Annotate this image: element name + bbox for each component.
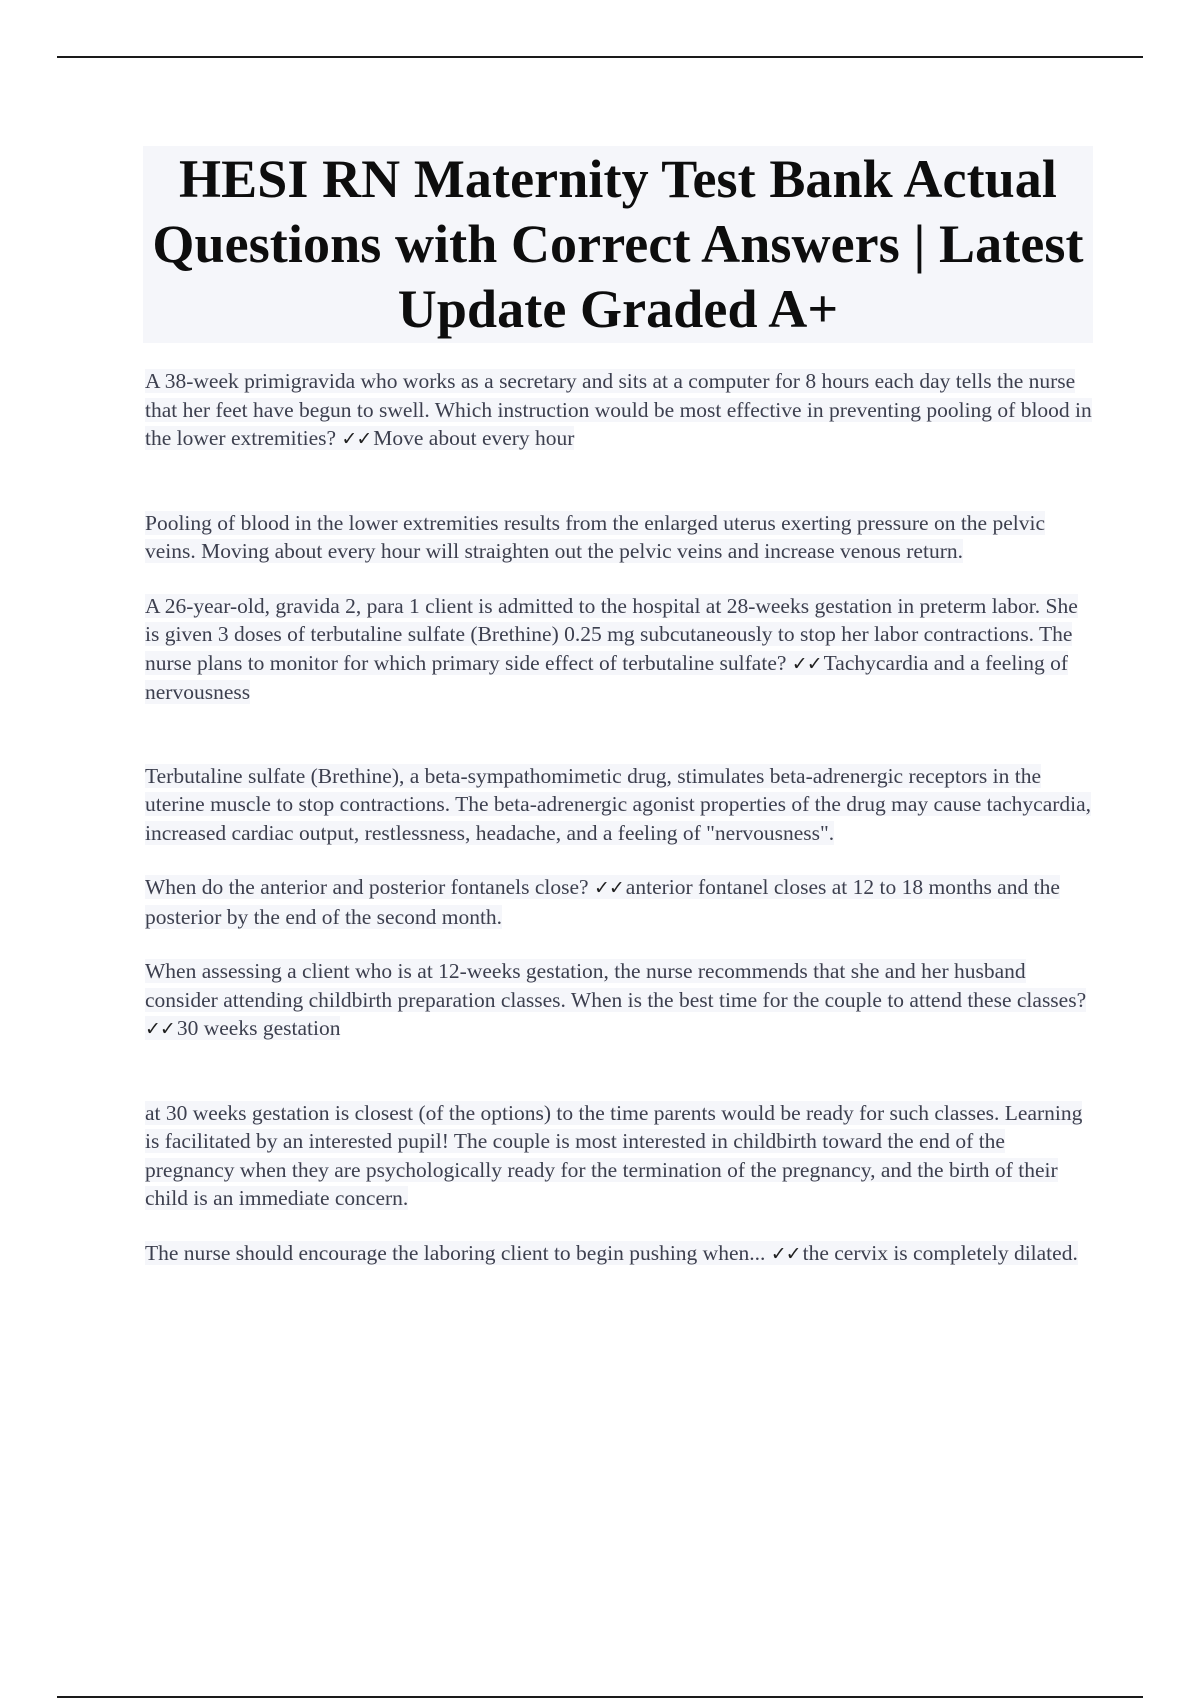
answer-text: 30 weeks gestation: [176, 1016, 341, 1040]
check-icon: ✓✓: [593, 877, 624, 899]
rationale-text: Terbutaline sulfate (Brethine), a beta-sympathomimetic drug, stimulates beta-adrenergic receptors in the uterine muscle to stop contractions. The beta-adrenergic agonist properties of the drug may cause tachycardia, increased cardiac output, restlessness, headache, and a feeling of "nervousness".: [145, 763, 1092, 845]
answer-text: the cervix is completely dilated.: [802, 1240, 1078, 1265]
qa-item: [145, 592, 1095, 707]
document-title: HESI RN Maternity Test Bank Actual Questions with Correct Answers | Latest Update Graded A+: [152, 149, 1084, 339]
check-icon: ✓✓: [341, 428, 372, 450]
check-icon: ✓✓: [791, 652, 822, 675]
answer-text: anterior fontanel closes at 12 to 18 months and the posterior by the end of the second month.: [145, 875, 1060, 929]
answer-text: Move about every hour: [373, 426, 575, 450]
answer-text: Tachycardia and a feeling of nervousness: [145, 650, 1069, 704]
question-text: When assessing a client who is at 12-weeks gestation, the nurse recommends that she and her husband consider attending childbirth preparation classes. When is the best time for the couple to attend these classes?: [145, 959, 1087, 1012]
check-icon: ✓✓: [770, 1242, 801, 1265]
qa-item: [145, 1239, 1095, 1269]
qa-line: [145, 875, 1060, 929]
document-body: [145, 367, 1095, 1268]
qa-item: [145, 367, 1095, 454]
footer-rule: [57, 1696, 1143, 1698]
question-text: The nurse should encourage the laboring client to begin pushing when...: [145, 1240, 766, 1265]
header-rule: [57, 56, 1143, 58]
qa-item: [145, 957, 1095, 1044]
question-text: When do the anterior and posterior fontanels close?: [145, 875, 589, 899]
title-banner: [143, 146, 1093, 343]
qa-item: [145, 873, 1095, 931]
qa-line: [145, 959, 1086, 1040]
rationale-text: at 30 weeks gestation is closest (of the options) to the time parents would be ready for such classes. Learning is facilitated by an interested pupil! The couple is most interested in childbirth toward the end of the pregnancy when they are psychologically ready for the termination of the pregnancy, and the birth of their child is an immediate concern.: [145, 1100, 1083, 1210]
question-text: A 26-year-old, gravida 2, para 1 client is admitted to the hospital at 28-weeks gestation in preterm labor. She is given 3 doses of terbutaline sulfate (Brethine) 0.25 mg subcutaneously to stop her labor contractions. The nurse plans to monitor for which primary side effect of terbutaline sulfate?: [145, 593, 1078, 675]
check-icon: ✓✓: [145, 1018, 175, 1040]
qa-line: [145, 594, 1078, 705]
qa-line: [145, 1241, 1078, 1265]
rationale-text: Pooling of blood in the lower extremities results from the enlarged uterus exerting pressure on the pelvic veins. Moving about every hour will straighten out the pelvic veins and increase venous return.: [145, 510, 1045, 563]
question-text: A 38-week primigravida who works as a secretary and sits at a computer for 8 hours each day tells the nurse that her feet have begun to swell. Which instruction would be most effective in preventing pooling of blood in the lower extremities?: [145, 369, 1092, 450]
qa-line: [145, 369, 1092, 450]
